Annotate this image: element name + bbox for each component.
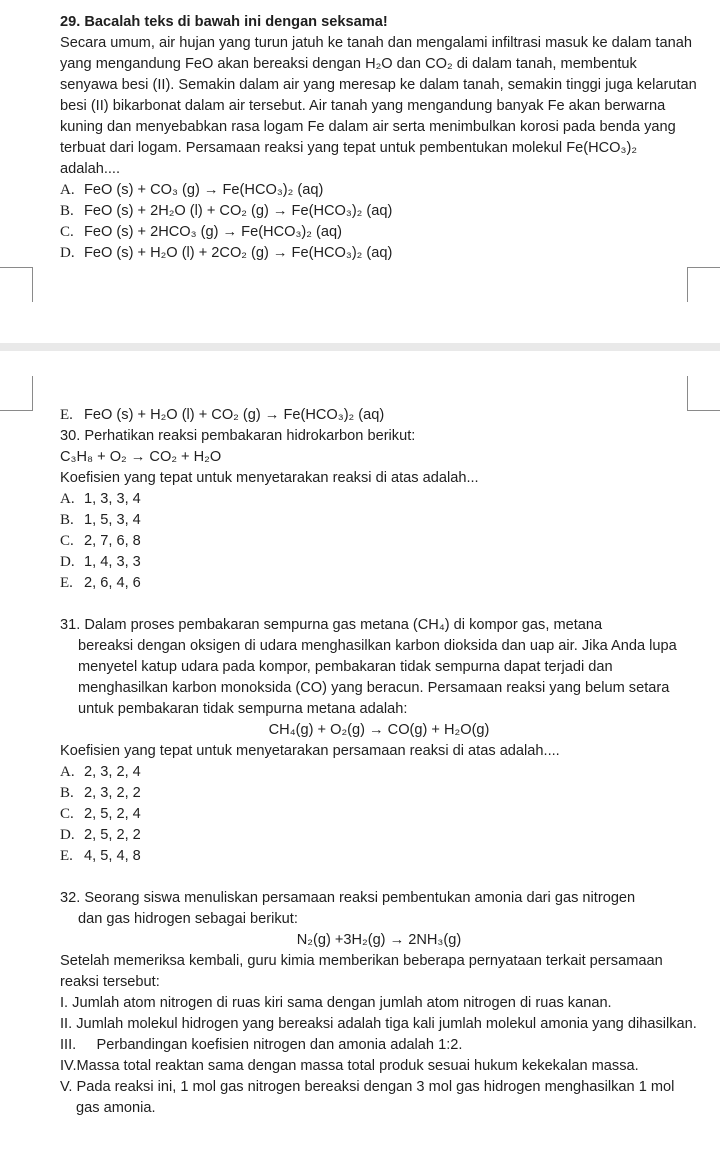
question-32 [60, 888, 698, 1119]
option-b[interactable]: B. 1, 5, 3, 4 [60, 512, 141, 528]
question-prompt: Koefisien yang tepat untuk menyetarakan reaksi di atas adalah... [60, 470, 479, 486]
question-text: Secara umum, air hujan yang turun jatuh ke tanah dan mengalami infiltrasi masuk ke dalam tanah yang mengandung FeO akan bereaksi dengan H₂O dan CO₂ di dalam tanah, membentuk senyawa besi (II). Semakin dalam air yang meresap ke dalam tanah, semakin tinggi juga kelarutan besi (II) bikarbonat dalam air tersebut. Air tanah yang mengandung banyak Fe akan berwarna kuning dan menyebabkan rasa logam Fe dalam air serta menimbulkan korosi pada benda yang terbuat dari logam. Persamaan reaksi yang tepat untuk pembentukan molekul Fe(HCO₃)₂ adalah.... [60, 35, 697, 177]
option-a[interactable]: A. 2, 3, 2, 4 [60, 764, 141, 780]
option-e[interactable]: E. 2, 6, 4, 6 [60, 575, 141, 591]
question-text: bereaksi dengan oksigen di udara menghasilkan karbon dioksida dan uap air. Jika Anda lupa menyetel katup udara pada kompor, pembakaran tidak sempurna dapat terjadi dan menghasilkan karbon monoksida (CO) yang beracun. Persamaan reaksi yang belum setara untuk pembakaran tidak sempurna metana adalah: [78, 638, 677, 717]
question-title: 32. Seorang siswa menuliskan persamaan reaksi pembentukan amonia dari gas nitrogen [60, 890, 636, 906]
statement-4: IV.Massa total reaktan sama dengan massa total produk sesuai hukum kekekalan massa. [60, 1058, 639, 1074]
option-d[interactable]: D. 1, 4, 3, 3 [60, 554, 141, 570]
question-title: 29. Bacalah teks di bawah ini dengan seksama! [60, 14, 388, 30]
question-31 [60, 615, 698, 867]
question-prompt: Koefisien yang tepat untuk menyetarakan persamaan reaksi di atas adalah.... [60, 743, 560, 759]
option-d[interactable]: D. FeO (s) + H₂O (l) + 2CO₂ (g) → Fe(HCO₃)₂ (aq) [60, 245, 393, 261]
option-d[interactable]: D. 2, 5, 2, 2 [60, 827, 141, 843]
option-a[interactable]: A. 1, 3, 3, 4 [60, 491, 141, 507]
question-title: 30. Perhatikan reaksi pembakaran hidrokarbon berikut: [60, 428, 416, 444]
option-e[interactable]: E. FeO (s) + H₂O (l) + CO₂ (g) → Fe(HCO₃)₂ (aq) [60, 407, 385, 423]
option-c[interactable]: C. FeO (s) + 2HCO₃ (g) → Fe(HCO₃)₂ (aq) [60, 224, 342, 240]
reaction-equation: N₂(g) +3H₂(g) → 2NH₃(g) [296, 932, 462, 948]
option-b[interactable]: B. 2, 3, 2, 2 [60, 785, 141, 801]
option-a[interactable]: A. FeO (s) + CO₃ (g) → Fe(HCO₃)₂ (aq) [60, 182, 324, 198]
statement-3: III. Perbandingan koefisien nitrogen dan amonia adalah 1:2. [60, 1037, 463, 1053]
question-title: 31. Dalam proses pembakaran sempurna gas metana (CH₄) di kompor gas, metana [60, 617, 603, 633]
crop-mark-top-right [687, 267, 720, 302]
question-30 [60, 405, 698, 594]
option-c[interactable]: C. 2, 7, 6, 8 [60, 533, 141, 549]
crop-mark-top-left [0, 267, 33, 302]
statement-1: I. Jumlah atom nitrogen di ruas kiri sama dengan jumlah atom nitrogen di ruas kanan. [60, 995, 612, 1011]
question-prompt: Setelah memeriksa kembali, guru kimia memberikan beberapa pernyataan terkait persamaan reaksi tersebut: [60, 953, 663, 990]
statement-5: V. Pada reaksi ini, 1 mol gas nitrogen bereaksi dengan 3 mol gas hidrogen menghasilkan 1 mol gas amonia. [60, 1079, 675, 1116]
crop-mark-bottom-left [0, 376, 33, 411]
question-text: dan gas hidrogen sebagai berikut: [78, 911, 298, 927]
reaction-equation: CH₄(g) + O₂(g) → CO(g) + H₂O(g) [268, 722, 490, 738]
reaction-equation: C₃H₈ + O₂ → CO₂ + H₂O [60, 449, 222, 465]
statement-2: II. Jumlah molekul hidrogen yang bereaksi adalah tiga kali jumlah molekul amonia yang dihasilkan. [60, 1016, 697, 1032]
option-e[interactable]: E. 4, 5, 4, 8 [60, 848, 141, 864]
page-separator [0, 343, 720, 351]
option-b[interactable]: B. FeO (s) + 2H₂O (l) + CO₂ (g) → Fe(HCO₃)₂ (aq) [60, 203, 393, 219]
question-29 [60, 12, 698, 264]
option-c[interactable]: C. 2, 5, 2, 4 [60, 806, 141, 822]
